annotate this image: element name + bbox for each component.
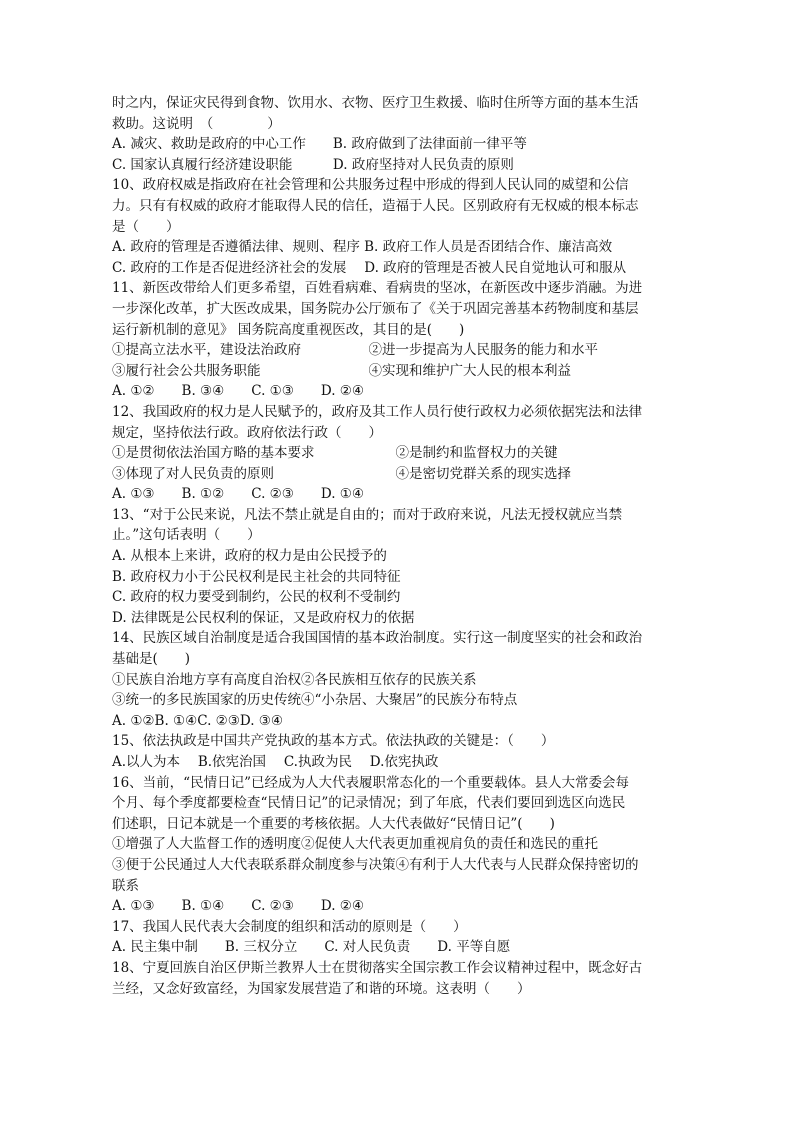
question-14: 14、民族区域自治制度是适合我国国情的基本政治制度。实行这一制度坚实的社会和政治 — [112, 630, 643, 647]
document-page — [112, 93, 692, 999]
question-17: 17、我国人民代表大会制度的组织和活动的原则是（ ） — [112, 918, 467, 935]
text-line: 运行新机制的意见》 国务院高度重视医改，其目的是( ) — [112, 321, 465, 338]
text-line: 时之内，保证灾民得到食物、饮用水、衣物、医疗卫生救援、临时住所等方面的基本生活 — [112, 95, 639, 111]
option-line: A. ①② B. ③④ C. ①③ D. ②④ — [112, 383, 365, 400]
option-line: A.以人为本 B.依宪治国 C.执政为民 D.依宪执政 — [112, 754, 439, 770]
statement-line: ①民族自治地方享有高度自治权②各民族相互依存的民族关系 — [112, 671, 477, 688]
option-line: A. ①③ B. ①② C. ②③ D. ①④ — [112, 486, 365, 503]
question-12: 12、我国政府的权力是人民赋予的，政府及其工作人员行使行政权力必须依据宪法和法律 — [112, 403, 643, 420]
question-10: 10、政府权威是指政府在社会管理和公共服务过程中形成的得到人民认同的威望和公信 — [112, 177, 629, 194]
option-line: C. 政府的权力要受到制约，公民的权利不受制约 — [112, 589, 401, 606]
option-line: A. ①③ B. ①④ C. ②③ D. ②④ — [112, 898, 365, 915]
option-line: A. 政府的管理是否遵循法律、规则、程序 B. 政府工作人员是否团结合作、廉洁高效 — [112, 239, 613, 256]
text-line: 是（ ） — [112, 218, 180, 235]
question-16: 16、当前，“民情日记”已经成为人大代表履职常态化的一个重要载体。县人大常委会每 — [112, 774, 629, 791]
text-line: 救助。这说明 （ ） — [112, 115, 281, 132]
question-11: 11、新医改带给人们更多希望，百姓看病难、看病贵的坚冰，在新医改中逐步消融。为进 — [112, 280, 643, 297]
option-line: A. ①②B. ①④C. ②③D. ③④ — [112, 712, 284, 729]
option-line: A. 民主集中制 B. 三权分立 C. 对人民负责 D. 平等自愿 — [112, 939, 511, 956]
question-18: 18、宁夏回族自治区伊斯兰教界人士在贯彻落实全国宗教工作会议精神过程中，既念好古 — [112, 959, 643, 976]
statement-line: ①是贯彻依法治国方略的基本要求 ②是制约和监督权力的关键 — [112, 445, 558, 462]
statement-line: ③统一的多民族国家的历史传统④“小杂居、大聚居”的民族分布特点 — [112, 692, 518, 709]
text-line: 个月、每个季度都要检查“民情日记”的记录情况；到了年底，代表们要回到选区向选民 — [112, 795, 626, 812]
statement-line: ③便于公民通过人大代表联系群众制度参与决策④有利于人大代表与人民群众保持密切的 — [112, 856, 639, 873]
text-line: 联系 — [112, 877, 139, 894]
text-line: 一步深化改革，扩大医改成果，国务院办公厅颁布了《关于巩固完善基本药物制度和基层 — [112, 300, 639, 317]
statement-line: ③履行社会公共服务职能 ④实现和维护广大人民的根本利益 — [112, 362, 571, 379]
option-line: B. 政府权力小于公民权利是民主社会的共同特征 — [112, 568, 401, 585]
text-line: 规定，坚持依法行政。政府依法行政（ ） — [112, 424, 382, 441]
question-15: 15、依法执政是中国共产党执政的基本方式。依法执政的关键是：（ ） — [112, 733, 555, 750]
text-line: 基础是( ) — [112, 651, 191, 668]
text-line: 力。只有有权威的政府才能取得人民的信任，造福于人民。区别政府有无权威的根本标志 — [112, 197, 639, 214]
text-line: 止。”这句话表明（ ） — [112, 527, 261, 544]
statement-line: ③体现了对人民负责的原则 ④是密切党群关系的现实选择 — [112, 465, 571, 482]
option-line: A. 减灾、救助是政府的中心工作 B. 政府做到了法律面前一律平等 — [112, 136, 527, 153]
statement-line: ①提高立法水平，建设法治政府 ②进一步提高为人民服务的能力和水平 — [112, 342, 598, 359]
option-line: D. 法律既是公民权利的保证，又是政府权力的依据 — [112, 609, 415, 626]
option-line: A. 从根本上来讲，政府的权力是由公民授予的 — [112, 548, 387, 565]
text-line: 兰经，又念好致富经，为国家发展营造了和谐的环境。这表明（ ） — [112, 980, 531, 997]
question-13: 13、“对于公民来说，凡法不禁止就是自由的；而对于政府来说，凡法无授权就应当禁 — [112, 506, 623, 523]
option-line: C. 政府的工作是否促进经济社会的发展 D. 政府的管理是否被人民自觉地认可和服从 — [112, 259, 627, 276]
text-line: 们述职，日记本就是一个重要的考核依据。人大代表做好“民情日记”( ) — [112, 815, 555, 832]
statement-line: ①增强了人大监督工作的透明度②促使人大代表更加重视肩负的责任和选民的重托 — [112, 836, 598, 853]
option-line: C. 国家认真履行经济建设职能 D. 政府坚持对人民负责的原则 — [112, 156, 514, 173]
